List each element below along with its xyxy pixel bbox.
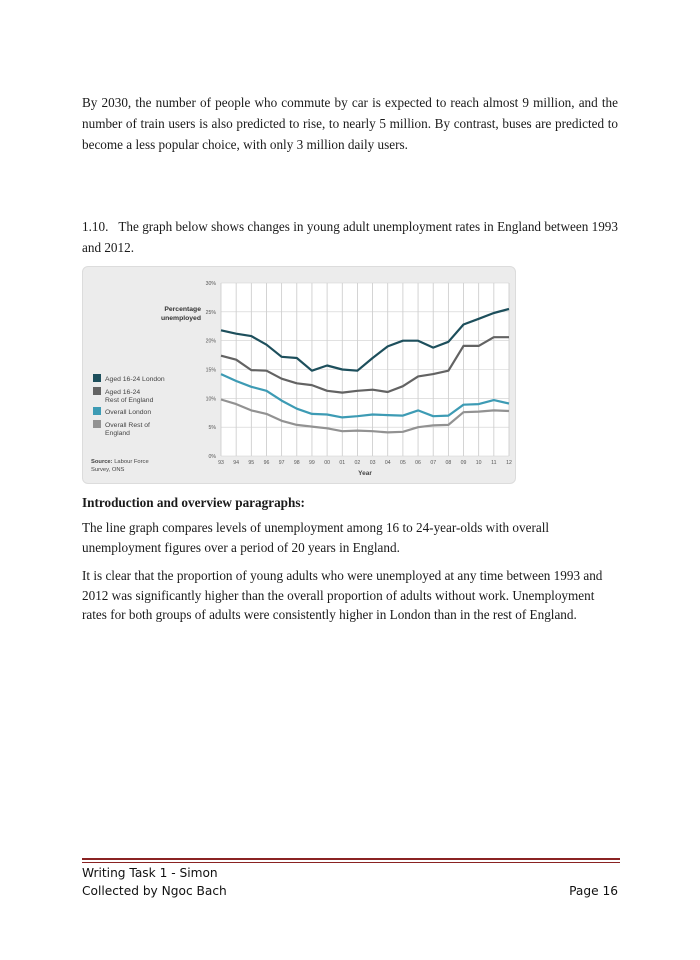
x-tick-label: 93 xyxy=(218,460,224,466)
y-tick-label: 20% xyxy=(205,338,216,345)
y-tick-label: 5% xyxy=(208,425,216,432)
paragraph-overview: It is clear that the proportion of young adults who were unemployed at any time between 1993 and 2012 was significantly higher than the overall proportion of adults without work. Unemployment rates for both groups of adults were consistently higher in London than in the rest of England. xyxy=(82,568,603,622)
legend-label-0: Aged 16-24 London xyxy=(105,376,165,383)
x-tick-label: 10 xyxy=(475,460,482,466)
legend-label-3: England xyxy=(105,430,130,437)
y-axis-title-line1: Percentage xyxy=(164,306,201,313)
section-heading: Introduction and overview paragraphs: xyxy=(82,495,305,510)
x-tick-label: 08 xyxy=(445,460,452,466)
x-tick-label: 96 xyxy=(263,460,270,466)
x-tick-label: 09 xyxy=(460,460,467,466)
legend-label-2: Overall London xyxy=(105,409,152,416)
legend-label-1: Rest of England xyxy=(105,397,154,404)
x-tick-label: 99 xyxy=(309,460,315,466)
legend-label-3: Overall Rest of xyxy=(105,422,150,429)
x-tick-label: 97 xyxy=(278,460,285,466)
footer-rule-thin xyxy=(82,862,620,863)
task-intro: 1.10. The graph below shows changes in young adult unemployment rates in England between 1993 and 2012. xyxy=(82,219,618,255)
x-tick-label: 98 xyxy=(293,460,300,466)
legend-swatch-3 xyxy=(93,420,101,428)
x-tick-label: 04 xyxy=(384,460,391,466)
footer-title: Writing Task 1 - Simon xyxy=(82,866,218,880)
y-tick-label: 10% xyxy=(205,396,216,403)
x-tick-label: 11 xyxy=(491,460,497,466)
paragraph-introduction: The line graph compares levels of unemployment among 16 to 24-year-olds with overall unemployment figures over a period of 20 years in England. xyxy=(82,520,550,555)
x-tick-label: 07 xyxy=(430,460,437,466)
legend-label-1: Aged 16-24 xyxy=(105,389,141,396)
legend-swatch-0 xyxy=(93,374,101,382)
x-tick-label: 01 xyxy=(339,460,346,466)
footer-collected-by: Collected by Ngoc Bach xyxy=(82,884,227,898)
source-note-line1 xyxy=(91,459,149,465)
y-tick-label: 30% xyxy=(205,281,216,287)
x-tick-label: 94 xyxy=(233,460,240,466)
page-number: Page 16 xyxy=(569,884,618,898)
y-axis-title-line2: unemployed xyxy=(160,315,201,322)
unemployment-chart xyxy=(82,266,516,484)
x-tick-label: 06 xyxy=(415,460,421,466)
x-tick-label: 03 xyxy=(369,460,376,466)
source-label: Source: xyxy=(91,459,113,465)
x-tick-label: 05 xyxy=(400,460,406,466)
paragraph-commute: By 2030, the number of people who commute by car is expected to reach almost 9 million, and the number of train users is also predicted to rise, to nearly 5 million. By contrast, buses are predicted to become a less popular choice, with only 3 million daily users. xyxy=(82,95,618,152)
footer-rule-thick xyxy=(82,858,620,860)
source-text: Labour Force xyxy=(112,459,149,465)
legend-swatch-1 xyxy=(93,387,101,395)
chart-svg xyxy=(83,267,515,483)
x-tick-label: 00 xyxy=(324,460,330,466)
y-tick-label: 0% xyxy=(208,454,216,460)
legend-swatch-2 xyxy=(93,407,101,415)
x-tick-label: 95 xyxy=(248,460,255,466)
x-axis-title: Year xyxy=(358,470,372,477)
x-tick-label: 02 xyxy=(354,460,361,466)
x-tick-label: 12 xyxy=(506,460,512,466)
y-tick-label: 15% xyxy=(205,367,216,374)
y-tick-label: 25% xyxy=(205,309,216,316)
source-note-line2: Survey, ONS xyxy=(91,467,125,473)
